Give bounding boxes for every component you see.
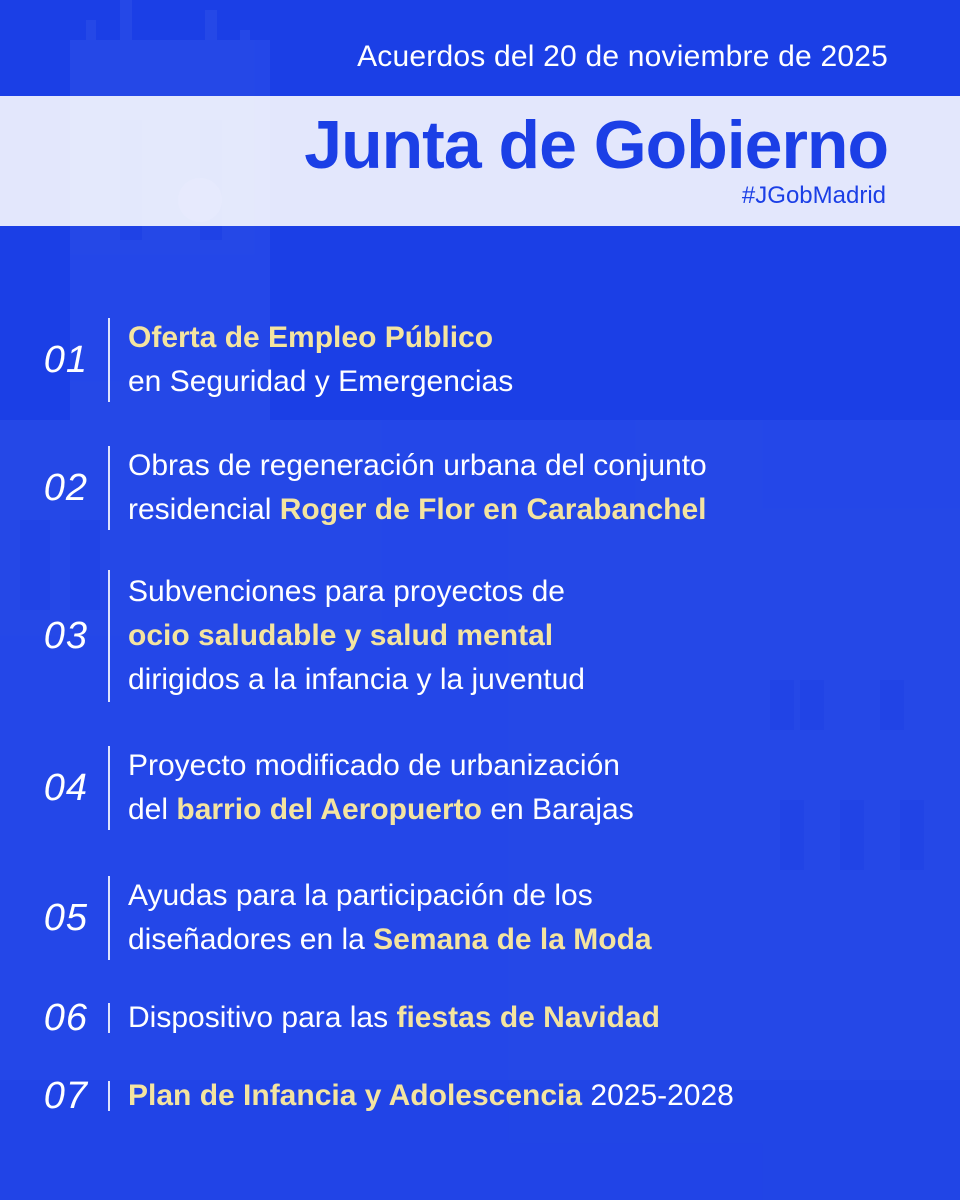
agreement-item xyxy=(0,444,960,532)
agreement-text xyxy=(110,570,585,702)
plain-text: 2025-2028 xyxy=(582,1079,734,1112)
agreement-number: 01 xyxy=(43,338,88,381)
agreement-line xyxy=(128,874,652,918)
agreement-item xyxy=(0,744,960,832)
agreement-line xyxy=(128,614,585,658)
agreement-text xyxy=(110,874,652,962)
plain-text: Subvenciones para proyectos de xyxy=(128,575,565,608)
agreement-line xyxy=(128,570,585,614)
plain-text: diseñadores en la xyxy=(128,923,374,956)
agreements-date: Acuerdos del 20 de noviembre de 2025 xyxy=(357,40,888,73)
agreement-item xyxy=(0,570,960,702)
agreement-item xyxy=(0,874,960,962)
agreement-number: 03 xyxy=(43,614,88,657)
agreement-item xyxy=(0,1074,960,1118)
agreement-line xyxy=(128,316,513,360)
highlighted-text: fiestas de Navidad xyxy=(396,1001,660,1034)
agreement-number: 05 xyxy=(43,896,88,939)
highlighted-text: Semana de la Moda xyxy=(373,923,652,956)
plain-text: Ayudas para la participación de los xyxy=(128,879,593,912)
highlighted-text: ocio saludable y salud mental xyxy=(128,619,554,652)
page-title: Junta de Gobierno xyxy=(304,107,888,183)
agreement-text xyxy=(110,996,660,1040)
agreement-line xyxy=(128,996,660,1040)
agreement-number: 04 xyxy=(43,766,88,809)
agreement-number: 06 xyxy=(43,996,88,1039)
agreement-text xyxy=(110,444,707,532)
agreement-line xyxy=(128,1074,734,1118)
agreement-item xyxy=(0,996,960,1040)
agreement-item xyxy=(0,316,960,404)
plain-text: en Seguridad y Emergencias xyxy=(128,365,514,398)
agreement-line xyxy=(128,360,513,404)
agreement-text xyxy=(110,1074,734,1118)
agreement-text xyxy=(110,316,513,404)
highlighted-text: Roger de Flor en Carabanchel xyxy=(279,493,707,526)
agreement-line xyxy=(128,658,585,702)
highlighted-text: barrio del Aeropuerto xyxy=(176,793,482,826)
plain-text: del xyxy=(128,793,177,826)
plain-text: en Barajas xyxy=(481,793,634,826)
plain-text: residencial xyxy=(128,493,280,526)
agreement-line xyxy=(128,788,634,832)
plain-text: Obras de regeneración urbana del conjunto xyxy=(128,449,707,482)
highlighted-text: Oferta de Empleo Público xyxy=(128,321,494,354)
agreement-text xyxy=(110,744,634,832)
plain-text: dirigidos a la infancia y la juventud xyxy=(128,663,585,696)
agreement-line xyxy=(128,918,652,962)
agreement-number: 02 xyxy=(43,466,88,509)
plain-text: Dispositivo para las xyxy=(128,1001,397,1034)
plain-text: Proyecto modificado de urbanización xyxy=(128,749,620,782)
agreement-line xyxy=(128,744,634,788)
hashtag: #JGobMadrid xyxy=(741,182,886,209)
agreement-line xyxy=(128,488,707,532)
highlighted-text: Plan de Infancia y Adolescencia xyxy=(128,1079,583,1112)
agreement-line xyxy=(128,444,707,488)
agreement-number: 07 xyxy=(43,1074,88,1117)
